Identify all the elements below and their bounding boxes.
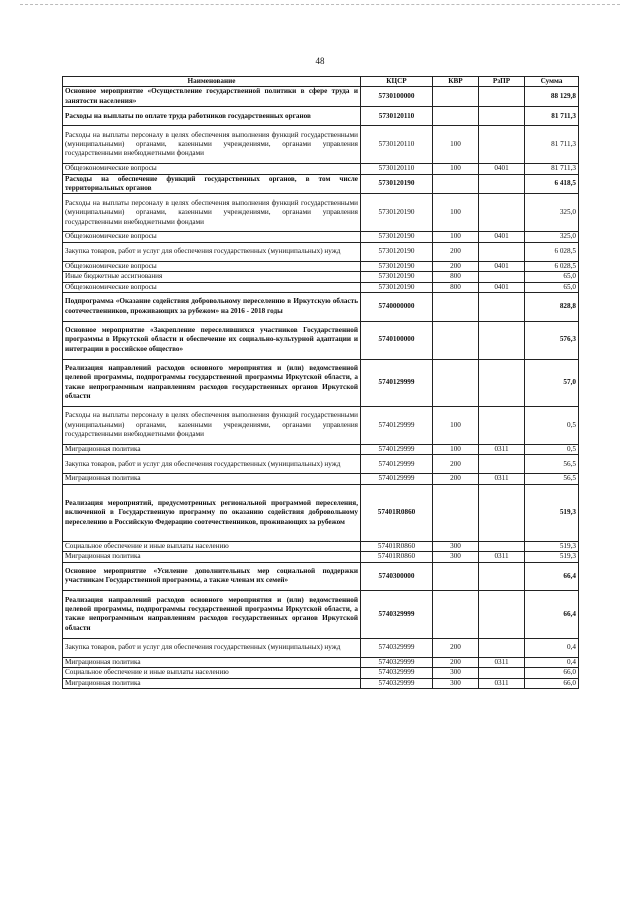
- table-row: [63, 232, 579, 242]
- table-row: [63, 407, 579, 445]
- row-sum-cell: 6 028,5: [525, 261, 579, 271]
- row-kcsr-cell: 57401R0860: [361, 484, 433, 541]
- row-kvr-cell: 300: [433, 678, 479, 688]
- row-rzpr-cell: [479, 194, 525, 232]
- row-sum-cell: 6 028,5: [525, 242, 579, 261]
- row-name-cell: Миграционная политика: [63, 552, 361, 562]
- row-kvr-cell: [433, 591, 479, 639]
- table-row: [63, 261, 579, 271]
- row-sum-cell: 828,8: [525, 293, 579, 322]
- row-kvr-cell: [433, 293, 479, 322]
- row-name-cell: Миграционная политика: [63, 657, 361, 667]
- row-kvr-cell: [433, 87, 479, 107]
- row-kcsr-cell: 5740129999: [361, 455, 433, 474]
- row-kcsr-cell: 5740329999: [361, 668, 433, 678]
- row-kcsr-cell: 5730120190: [361, 232, 433, 242]
- row-kvr-cell: [433, 321, 479, 359]
- row-kcsr-cell: 5730120110: [361, 126, 433, 164]
- row-kvr-cell: 100: [433, 126, 479, 164]
- row-rzpr-cell: 0311: [479, 474, 525, 484]
- row-rzpr-cell: [479, 126, 525, 164]
- row-sum-cell: 66,4: [525, 591, 579, 639]
- column-header-name: Наименование: [63, 77, 361, 87]
- row-name-cell: Социальное обеспечение и иные выплаты населению: [63, 541, 361, 551]
- row-name-cell: Реализация направлений расходов основного мероприятия и (или) ведомственной целевой программы, подпрограммы государственной программы Иркутской области, а также непрограммным направлениям расходов государственных органов Иркутской области: [63, 359, 361, 407]
- row-rzpr-cell: [479, 484, 525, 541]
- row-kcsr-cell: 5740000000: [361, 293, 433, 322]
- row-kvr-cell: [433, 484, 479, 541]
- table-row: [63, 591, 579, 639]
- row-sum-cell: 56,5: [525, 455, 579, 474]
- row-kvr-cell: 800: [433, 272, 479, 282]
- row-name-cell: Миграционная политика: [63, 445, 361, 455]
- row-sum-cell: 81 711,3: [525, 107, 579, 126]
- row-sum-cell: 65,0: [525, 272, 579, 282]
- row-kcsr-cell: 5730120110: [361, 107, 433, 126]
- row-sum-cell: 0,4: [525, 657, 579, 667]
- row-kcsr-cell: 5730100000: [361, 87, 433, 107]
- row-sum-cell: 65,0: [525, 282, 579, 292]
- row-rzpr-cell: 0311: [479, 657, 525, 667]
- row-name-cell: Иные бюджетные ассигнования: [63, 272, 361, 282]
- table-row: [63, 107, 579, 126]
- row-name-cell: Основное мероприятие «Закрепление переселившихся участников Государственной программы в Иркутской области и обеспечение их социально-культурной адаптации и интеграции в российское общество»: [63, 321, 361, 359]
- row-sum-cell: 0,4: [525, 638, 579, 657]
- row-rzpr-cell: [479, 668, 525, 678]
- row-rzpr-cell: 0401: [479, 232, 525, 242]
- row-sum-cell: 519,3: [525, 541, 579, 551]
- row-rzpr-cell: 0311: [479, 678, 525, 688]
- table-row: [63, 678, 579, 688]
- row-rzpr-cell: [479, 455, 525, 474]
- scan-edge-line: [20, 4, 620, 5]
- row-name-cell: Миграционная политика: [63, 678, 361, 688]
- row-sum-cell: 66,0: [525, 678, 579, 688]
- row-sum-cell: 519,3: [525, 484, 579, 541]
- row-kcsr-cell: 5740329999: [361, 638, 433, 657]
- row-kcsr-cell: 5730120190: [361, 242, 433, 261]
- row-name-cell: Расходы на выплаты персоналу в целях обеспечения выполнения функций государственными (муниципальными) органами, казенными учреждениями, органами управления государственными внебюджетными фондами: [63, 194, 361, 232]
- table-row: [63, 282, 579, 292]
- row-kvr-cell: 100: [433, 164, 479, 174]
- row-rzpr-cell: [479, 174, 525, 194]
- table-row: [63, 164, 579, 174]
- column-header-sum: Сумма: [525, 77, 579, 87]
- row-name-cell: Реализация направлений расходов основного мероприятия и (или) ведомственной целевой программы, подпрограммы государственной программы Иркутской области, а также непрограммным направлениям расходов государственных органов Иркутской области: [63, 591, 361, 639]
- table-row: [63, 552, 579, 562]
- row-rzpr-cell: [479, 359, 525, 407]
- row-name-cell: Расходы на выплаты по оплате труда работников государственных органов: [63, 107, 361, 126]
- table-row: [63, 359, 579, 407]
- row-kvr-cell: 200: [433, 657, 479, 667]
- row-name-cell: Реализация мероприятий, предусмотренных региональной программой переселения, включенной в Государственную программу по оказанию содействия добровольному переселению в Российскую Федерацию соотечественников, проживающих за рубежом: [63, 484, 361, 541]
- row-kcsr-cell: 57401R0860: [361, 552, 433, 562]
- row-rzpr-cell: [479, 638, 525, 657]
- table-row: [63, 474, 579, 484]
- row-kvr-cell: 200: [433, 474, 479, 484]
- row-rzpr-cell: [479, 591, 525, 639]
- row-kvr-cell: 100: [433, 232, 479, 242]
- row-kcsr-cell: 5740129999: [361, 445, 433, 455]
- row-kcsr-cell: 5740329999: [361, 678, 433, 688]
- row-kvr-cell: 100: [433, 194, 479, 232]
- row-name-cell: Социальное обеспечение и иные выплаты населению: [63, 668, 361, 678]
- row-kvr-cell: 200: [433, 638, 479, 657]
- column-header-rzpr: РзПР: [479, 77, 525, 87]
- row-rzpr-cell: 0401: [479, 282, 525, 292]
- row-sum-cell: 56,5: [525, 474, 579, 484]
- table-row: [63, 272, 579, 282]
- row-kcsr-cell: 5740129999: [361, 359, 433, 407]
- row-kvr-cell: 800: [433, 282, 479, 292]
- row-kvr-cell: [433, 562, 479, 591]
- table-row: [63, 321, 579, 359]
- table-row: [63, 657, 579, 667]
- row-sum-cell: 81 711,3: [525, 126, 579, 164]
- row-kcsr-cell: 5730120190: [361, 174, 433, 194]
- table-row: [63, 484, 579, 541]
- row-name-cell: Общеэкономические вопросы: [63, 232, 361, 242]
- table-row: [63, 455, 579, 474]
- row-name-cell: Общеэкономические вопросы: [63, 164, 361, 174]
- row-rzpr-cell: [479, 321, 525, 359]
- row-kcsr-cell: 5730120190: [361, 282, 433, 292]
- row-name-cell: Расходы на выплаты персоналу в целях обеспечения выполнения функций государственными (муниципальными) органами, казенными учреждениями, органами управления государственными внебюджетными фондами: [63, 126, 361, 164]
- table-row: [63, 293, 579, 322]
- row-sum-cell: 88 129,8: [525, 87, 579, 107]
- row-kvr-cell: 300: [433, 552, 479, 562]
- row-rzpr-cell: [479, 242, 525, 261]
- column-header-kvr: КВР: [433, 77, 479, 87]
- table-row: [63, 668, 579, 678]
- row-name-cell: Основное мероприятие «Усиление дополнительных мер социальной поддержки участникам Государственной программы, а также членам их семей»: [63, 562, 361, 591]
- row-kcsr-cell: 5740129999: [361, 474, 433, 484]
- row-name-cell: Закупка товаров, работ и услуг для обеспечения государственных (муниципальных) нужд: [63, 455, 361, 474]
- table-row: [63, 174, 579, 194]
- row-name-cell: Общеэкономические вопросы: [63, 261, 361, 271]
- row-sum-cell: 325,0: [525, 194, 579, 232]
- row-kvr-cell: [433, 359, 479, 407]
- table-row: [63, 445, 579, 455]
- column-header-kcsr: КЦСР: [361, 77, 433, 87]
- row-rzpr-cell: [479, 87, 525, 107]
- row-kvr-cell: 100: [433, 407, 479, 445]
- row-rzpr-cell: 0401: [479, 164, 525, 174]
- row-rzpr-cell: [479, 407, 525, 445]
- row-name-cell: Закупка товаров, работ и услуг для обеспечения государственных (муниципальных) нужд: [63, 242, 361, 261]
- row-rzpr-cell: 0401: [479, 261, 525, 271]
- row-name-cell: Миграционная политика: [63, 474, 361, 484]
- row-kcsr-cell: 57401R0860: [361, 541, 433, 551]
- row-name-cell: Подпрограмма «Оказание содействия добровольному переселению в Иркутскую область соотечественников, проживающих за рубежом» на 2016 - 2018 годы: [63, 293, 361, 322]
- row-kvr-cell: 200: [433, 242, 479, 261]
- row-kcsr-cell: 5740329999: [361, 591, 433, 639]
- row-sum-cell: 6 418,5: [525, 174, 579, 194]
- row-rzpr-cell: [479, 272, 525, 282]
- row-kcsr-cell: 5740100000: [361, 321, 433, 359]
- row-kvr-cell: 100: [433, 445, 479, 455]
- row-kvr-cell: 200: [433, 261, 479, 271]
- row-name-cell: Общеэкономические вопросы: [63, 282, 361, 292]
- row-kvr-cell: 200: [433, 455, 479, 474]
- budget-table: [62, 76, 579, 689]
- table-row: [63, 541, 579, 551]
- row-rzpr-cell: 0311: [479, 552, 525, 562]
- row-name-cell: Основное мероприятие «Осуществление государственной политики в сфере труда и занятости населения»: [63, 87, 361, 107]
- table-header-row: [63, 77, 579, 87]
- table-row: [63, 638, 579, 657]
- row-kvr-cell: [433, 107, 479, 126]
- row-rzpr-cell: [479, 293, 525, 322]
- row-sum-cell: 57,0: [525, 359, 579, 407]
- row-name-cell: Расходы на выплаты персоналу в целях обеспечения выполнения функций государственными (муниципальными) органами, казенными учреждениями, органами управления государственными внебюджетными фондами: [63, 407, 361, 445]
- row-sum-cell: 81 711,3: [525, 164, 579, 174]
- table-row: [63, 242, 579, 261]
- row-sum-cell: 66,0: [525, 668, 579, 678]
- row-kcsr-cell: 5740329999: [361, 657, 433, 667]
- row-rzpr-cell: [479, 107, 525, 126]
- row-rzpr-cell: [479, 562, 525, 591]
- row-kvr-cell: [433, 174, 479, 194]
- row-rzpr-cell: [479, 541, 525, 551]
- row-name-cell: Расходы на обеспечение функций государственных органов, в том числе территориальных органов: [63, 174, 361, 194]
- table-row: [63, 194, 579, 232]
- row-sum-cell: 0,5: [525, 445, 579, 455]
- table-row: [63, 126, 579, 164]
- row-kcsr-cell: 5730120190: [361, 261, 433, 271]
- row-name-cell: Закупка товаров, работ и услуг для обеспечения государственных (муниципальных) нужд: [63, 638, 361, 657]
- page-number: 48: [315, 56, 325, 66]
- row-kcsr-cell: 5730120190: [361, 272, 433, 282]
- table-row: [63, 87, 579, 107]
- row-sum-cell: 576,3: [525, 321, 579, 359]
- row-kvr-cell: 300: [433, 668, 479, 678]
- row-kcsr-cell: 5730120190: [361, 194, 433, 232]
- row-sum-cell: 66,4: [525, 562, 579, 591]
- row-sum-cell: 0,5: [525, 407, 579, 445]
- row-sum-cell: 519,3: [525, 552, 579, 562]
- table-row: [63, 562, 579, 591]
- row-sum-cell: 325,0: [525, 232, 579, 242]
- row-kvr-cell: 300: [433, 541, 479, 551]
- row-kcsr-cell: 5740129999: [361, 407, 433, 445]
- row-rzpr-cell: 0311: [479, 445, 525, 455]
- row-kcsr-cell: 5730120110: [361, 164, 433, 174]
- row-kcsr-cell: 5740300000: [361, 562, 433, 591]
